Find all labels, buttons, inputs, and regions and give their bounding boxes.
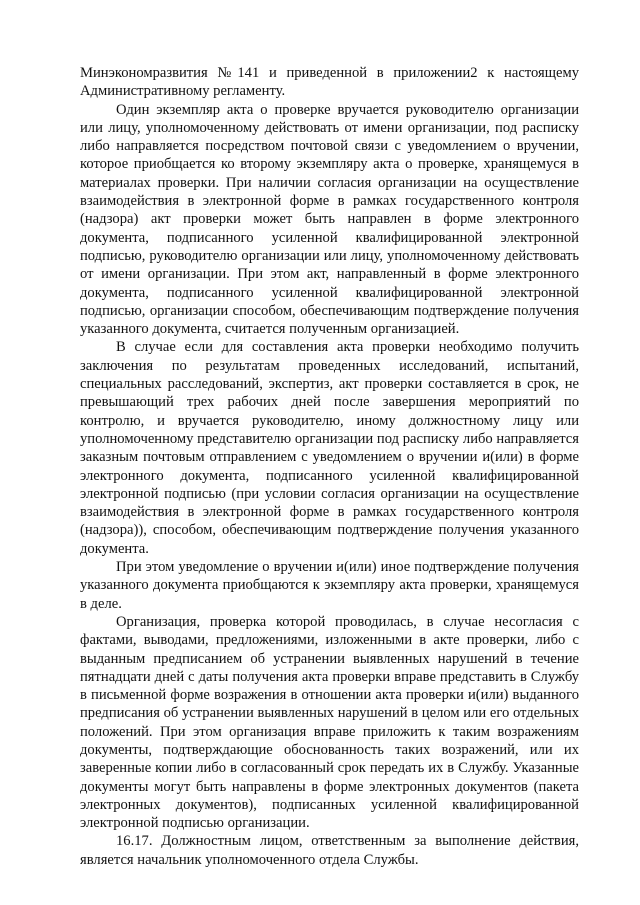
paragraph-delivery-confirmation: При этом уведомление о вручении и(или) иное подтверждение получения указанного документа приобщаются к экземпляру акта проверки, хранящемуся в деле.	[80, 559, 579, 612]
paragraph-responsible-official: 16.17. Должностным лицом, ответственным за выполнение действия, является начальник уполномоченного отдела Службы.	[80, 833, 579, 868]
paragraph-objections: Организация, проверка которой проводилась, в случае несогласия с фактами, выводами, предложениями, изложенными в акте проверки, либо с выданным предписанием об устранении выявленных нарушений в течение пятнадцати дней с даты получения акта проверки вправе представить в Службу в письменной форме возражения в отношении акта проверки и(или) выданного предписания об устранении выявленных нарушений в целом или его отдельных положений. При этом организация вправе приложить к таким возражениям документы, подтверждающие обоснованность таких возражений, или их заверенные копии либо в согласованный срок передать их в Службу. Указанные документы могут быть направлены в форме электронных документов (пакета электронных документов), подписанных усиленной квалифицированной электронной подписью организации.	[80, 613, 579, 832]
document-page	[80, 64, 579, 869]
paragraph-act-delivery: Один экземпляр акта о проверке вручается руководителю организации или лицу, уполномоченному действовать от имени организации, под расписку либо направляется посредством почтовой связи с уведомлением о вручении, которое приобщается ко второму экземпляру акта о проверке, хранящемуся в материалах проверки. При наличии согласия организации на осуществление взаимодействия в электронной форме в рамках государственного контроля (надзора) акт проверки может быть направлен в форме электронного документа, подписанного усиленной квалифицированной электронной подписью, руководителю организации или лицу, уполномоченному действовать от имени организации. При этом акт, направленный в форме электронного документа, подписанного усиленной квалифицированной электронной подписью, организации способом, обеспечивающим подтверждение получения указанного документа, считается полученным организацией.	[80, 101, 579, 338]
paragraph-continuation: Минэкономразвития №141 и приведенной в приложении2 к настоящему Административному регламенту.	[80, 65, 579, 100]
paragraph-act-deadline: В случае если для составления акта проверки необходимо получить заключения по результатам проведенных исследований, испытаний, специальных расследований, экспертиз, акт проверки составляется в срок, не превышающий трех рабочих дней после завершения мероприятий по контролю, и вручается руководителю, иному должностному лицу или уполномоченному представителю организации под расписку либо направляется заказным почтовым отправлением с уведомлением о вручении и(или) в форме электронного документа, подписанного усиленной квалифицированной электронной подписью (при условии согласия организации на осуществление взаимодействия в электронной форме в рамках государственного контроля (надзора)), способом, обеспечивающим подтверждение получения указанного документа.	[80, 339, 579, 557]
